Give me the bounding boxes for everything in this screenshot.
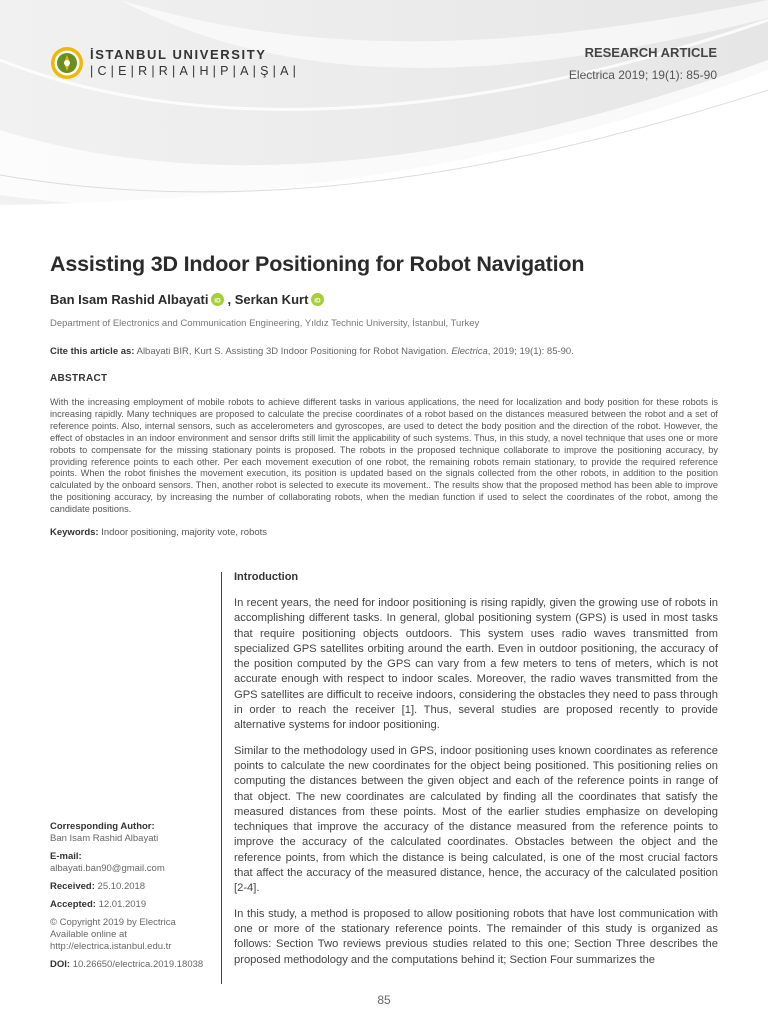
- available-online-label: Available online at: [50, 929, 127, 940]
- article-type: RESEARCH ARTICLE: [584, 45, 717, 60]
- doi-link[interactable]: 10.26650/electrica.2019.18038: [72, 959, 204, 970]
- citation-tail: , 2019; 19(1): 85-90.: [487, 346, 574, 357]
- university-name: İSTANBUL UNIVERSITY: [90, 47, 267, 62]
- keywords-text: Indoor positioning, majority vote, robots: [101, 527, 268, 538]
- journal-url[interactable]: http://electrica.istanbul.edu.tr: [50, 941, 172, 952]
- received-date: 25.10.2018: [97, 881, 146, 892]
- author-name[interactable]: Ban Isam Rashid Albayati: [50, 292, 209, 307]
- svg-text:iD: iD: [314, 297, 322, 305]
- email-link[interactable]: albayati.ban90@gmail.com: [50, 863, 165, 874]
- citation: [50, 346, 730, 357]
- abstract-heading: ABSTRACT: [50, 373, 108, 384]
- body-paragraph: In this study, a method is proposed to allow positioning robots that have lost communication with one or more of the stationary reference points. The remainder of this study is organized as follows: Section Two reviews previous studies related to this one; Section Three describes the proposed methodology and the computations behind it; Section Four summarizes the: [234, 907, 718, 966]
- svg-text:iD: iD: [214, 297, 222, 305]
- orcid-icon[interactable]: [311, 293, 324, 306]
- abstract-text: With the increasing employment of mobile robots to achieve different tasks in various applications, the need for localization and body position for these robots is increasing rapidly. Many techniques are proposed to calculate the precise coordinates of a robot based on the distances measured between the robot and a set of reference points. Also, internal sensors, such as accelerometers and gyroscopes, are used to detect the body position and the direction of the robot. However, the effect of obstacles in an indoor environment and sensor drifts still limit the applicability of such systems. Thus, in this study, a novel technique that uses one or more robots to compensate for the missing stationary points is proposed. The robots in the proposed technique collaborate to improve the positioning accuracy, by providing reference points to each other. Per each movement execution of one robot, the remaining robots remain stationary, to provide the required reference points. When the robot finishes the movement execution, its position is updated based on the signals collected from the other robots, in addition to the position calculated by the onboard sensors. Then, another robot is selected to execute its movement.. The results show that the proposed method has been able to improve the positioning accuracy, by increasing the number of collaborating robots, when the median function if used to select the coordinates of the robot, among the candidate positions.: [50, 397, 718, 515]
- accepted-label: Accepted:: [50, 899, 96, 910]
- doi-label: DOI:: [50, 959, 71, 970]
- citation-label: Cite this article as:: [50, 346, 135, 357]
- body-paragraph: In recent years, the need for indoor positioning is rising rapidly, given the growing use of robots in accomplishing different tasks. In general, global positioning system (GPS) is used in most tasks that require positioning objects outdoors. This system uses radio waves transmitted from specialized GPS satellites orbiting around the earth. Even in outdoor positioning, the accuracy of the position computed by the GPS can vary from a few meters to tens of meters, which is not accurate enough with respect to indoor scales. Moreover, the radio waves transmitted from the GPS satellites are difficult to receive indoors, considering the obstacles they need to pass through in order to reach the receiver [1]. Thus, several studies are proposed recently to provide alternative systems for indoor positioning.: [234, 597, 718, 732]
- affiliation: Department of Electronics and Communication Engineering, Yıldız Technic University, İstanbul, Turkey: [50, 318, 480, 329]
- column-divider: [221, 572, 222, 984]
- author-list: [50, 292, 327, 307]
- body-paragraph: Similar to the methodology used in GPS, indoor positioning uses known coordinates as reference points to calculate the new coordinates for the object being positioned. This positioning relies on computing the distances between the given object and each of the reference points in range of that object. The new coordinates are calculated by finding all the coordinates that satisfy the measured distances from these points. Most of the earlier studies emphasize on developing techniques that improve the accuracy of the distance measured from the reference points to improve the accuracy of the calculated coordinates. Obstacles between the object and the reference points, from which the distance is being calculated, is one of the most crucial factors that affect the accuracy of the measured distance, hence, the accuracy of the calculated position [2-4].: [234, 744, 718, 895]
- keywords-label: Keywords:: [50, 527, 99, 538]
- university-subtitle: |C|E|R|R|A|H|P|A|Ş|A|: [90, 64, 301, 78]
- university-logo: [50, 46, 300, 80]
- keywords: [50, 527, 267, 538]
- corresponding-author-name: Ban Isam Rashid Albayati: [50, 833, 159, 844]
- university-seal-icon: [50, 46, 84, 80]
- corresponding-author-label: Corresponding Author:: [50, 821, 155, 832]
- section-heading: Introduction: [234, 571, 299, 583]
- main-text-column: [234, 571, 718, 978]
- article-info-sidebar: [50, 821, 215, 977]
- page-number: 85: [377, 993, 391, 1007]
- orcid-icon[interactable]: [211, 293, 224, 306]
- author-name[interactable]: Serkan Kurt: [234, 292, 309, 307]
- citation-journal: Electrica: [451, 346, 488, 357]
- received-label: Received:: [50, 881, 95, 892]
- journal-reference: Electrica 2019; 19(1): 85-90: [568, 68, 717, 82]
- accepted-date: 12.01.2019: [98, 899, 147, 910]
- article-title: Assisting 3D Indoor Positioning for Robot Navigation: [50, 252, 585, 276]
- email-label: E-mail:: [50, 851, 82, 862]
- author-separator: ,: [227, 292, 235, 307]
- citation-text: Albayati BIR, Kurt S. Assisting 3D Indoor Positioning for Robot Navigation.: [136, 346, 449, 357]
- copyright: © Copyright 2019 by Electrica: [50, 917, 176, 928]
